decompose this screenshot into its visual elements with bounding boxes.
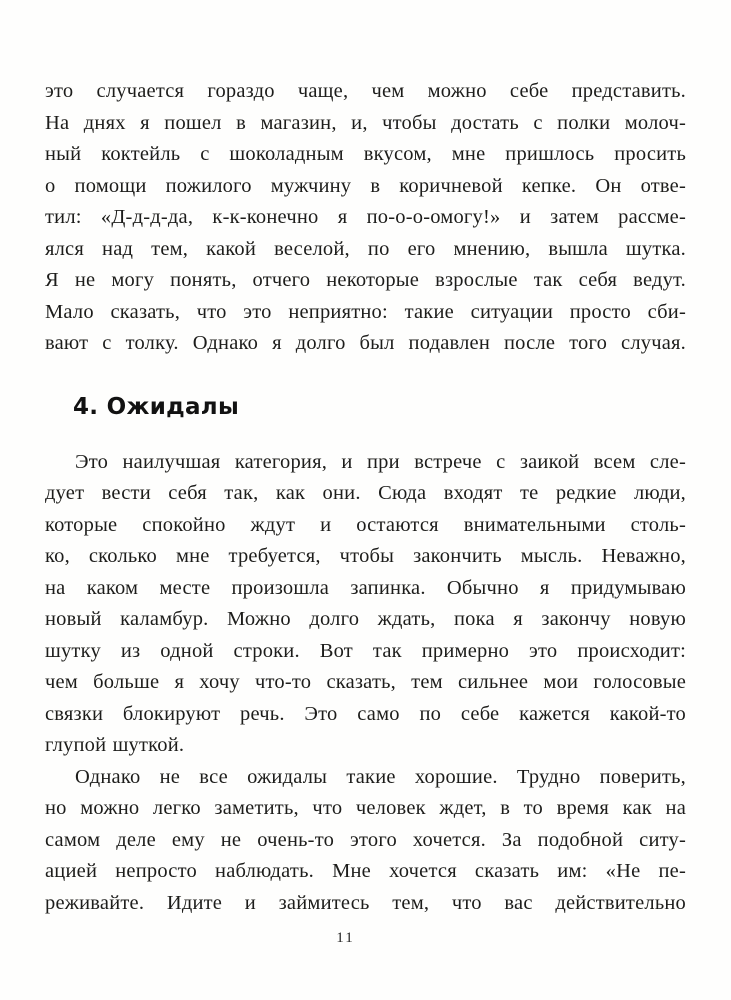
text-line: самом деле ему не очень-то этого хочется. За подобной ситу- — [45, 828, 686, 851]
text-line: тил: «Д-д-д-да, к-к-конечно я по-о-о-омогу!» и затем рассме- — [45, 206, 686, 228]
text-line: ный коктейль с шоколадным вкусом, мне пришлось просить — [45, 143, 686, 165]
text-line: дует вести себя так, как они. Сюда входят те редкие люди, — [45, 482, 686, 504]
text-line: глупой шуткой. — [45, 734, 185, 756]
text-line: Однако не все ожидалы такие хорошие. Трудно поверить, — [75, 765, 686, 788]
text-line: Мало сказать, что это неприятно: такие ситуации просто сби- — [45, 300, 686, 323]
text-line: новый каламбур. Можно долго ждать, пока я закончу новую — [45, 608, 686, 630]
text-line: Я не могу понять, отчего некоторые взрослые так себя ведут. — [45, 269, 686, 291]
text-line: на каком месте произошла запинка. Обычно я придумываю — [45, 576, 686, 599]
text-line: связки блокируют речь. Это само по себе кажется какой-то — [45, 702, 686, 725]
paragraph-waiters-bad — [45, 762, 686, 920]
text-block — [45, 76, 686, 919]
text-line: Это наилучшая категория, и при встрече с заикой всем сле- — [75, 450, 686, 473]
paragraph-waiters-good — [45, 447, 686, 762]
text-line: реживайте. Идите и займитесь тем, что вас действительно — [45, 891, 686, 914]
page-number: 11 — [336, 930, 355, 946]
text-line: которые спокойно ждут и остаются внимательными столь- — [45, 513, 686, 536]
text-line: о помощи пожилого мужчину в коричневой кепке. Он отве- — [45, 174, 686, 197]
section-heading: 4. Ожидалы — [73, 393, 240, 420]
text-line: ко, сколько мне требуется, чтобы закончить мысль. Неважно, — [45, 545, 686, 567]
text-line: чем больше я хочу что-то сказать, тем сильнее мои голосовые — [45, 671, 686, 693]
text-line: ялся над тем, какой веселой, по его мнению, вышла шутка. — [45, 237, 686, 260]
paragraph-continued — [45, 76, 686, 360]
text-line: шутку из одной строки. Вот так примерно это происходит: — [45, 639, 686, 662]
text-line: но можно легко заметить, что человек ждет, в то время как на — [45, 797, 686, 819]
text-line: ацией непросто наблюдать. Мне хочется сказать им: «Не пе- — [45, 860, 686, 882]
text-line: На днях я пошел в магазин, и, чтобы достать с полки молоч- — [45, 111, 686, 134]
text-line: вают с толку. Однако я долго был подавлен после того случая. — [45, 332, 686, 354]
text-line: это случается гораздо чаще, чем можно себе представить. — [45, 80, 686, 102]
